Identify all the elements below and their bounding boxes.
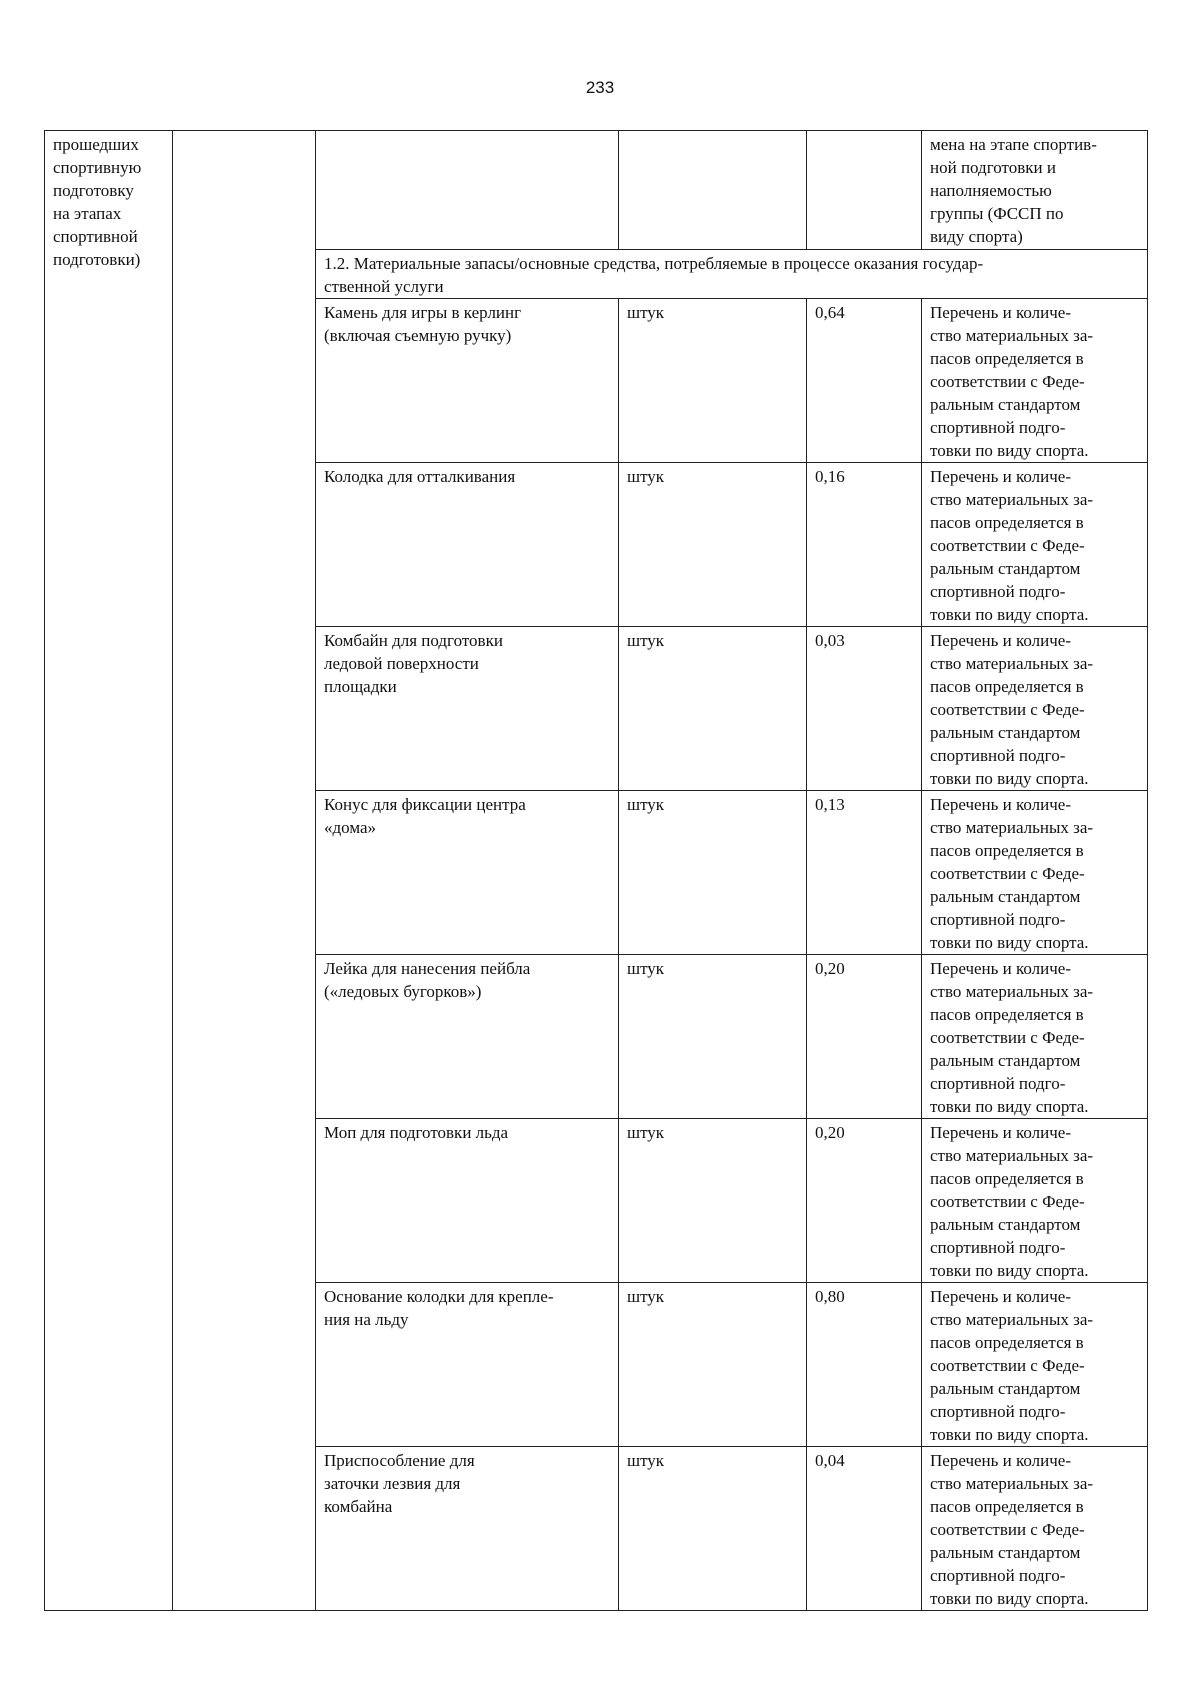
item-name-cell: Камень для игры в керлинг (включая съемную ручку) [316,299,619,463]
value-cell: 0,20 [807,1119,922,1283]
empty-column-cell [173,131,316,1611]
unit-cell: штук [619,791,807,955]
value-cell: 0,03 [807,627,922,791]
note-cell: Перечень и количе- ство материальных за- пасов определяется в соответствии с Феде- ральным стандартом спортивной подго- товки по виду спорта. [922,299,1148,463]
unit-cell: штук [619,1119,807,1283]
value-cell: 0,13 [807,791,922,955]
note-cell: Перечень и количе- ство материальных за- пасов определяется в соответствии с Феде- ральным стандартом спортивной подго- товки по виду спорта. [922,1119,1148,1283]
unit-cell: штук [619,1283,807,1447]
item-name-cell [316,131,619,250]
recipient-category-cell: прошедших спортивную подготовку на этапах спортивной подготовки) [45,131,173,1611]
note-cell: Перечень и количе- ство материальных за- пасов определяется в соответствии с Феде- ральным стандартом спортивной подго- товки по виду спорта. [922,955,1148,1119]
item-name-cell: Приспособление для заточки лезвия для комбайна [316,1447,619,1611]
item-name-cell: Колодка для отталкивания [316,463,619,627]
item-name-cell: Лейка для нанесения пейбла («ледовых бугорков») [316,955,619,1119]
value-cell: 0,16 [807,463,922,627]
unit-cell: штук [619,1447,807,1611]
services-table [44,130,1148,1611]
section-title: 1.2. Материальные запасы/основные средства, потребляемые в процессе оказания государ- ственной услуги [316,250,1148,299]
value-cell: 0,80 [807,1283,922,1447]
note-cell: Перечень и количе- ство материальных за- пасов определяется в соответствии с Феде- ральным стандартом спортивной подго- товки по виду спорта. [922,791,1148,955]
continuation-row [45,131,1148,250]
value-cell: 0,64 [807,299,922,463]
item-name-cell: Конус для фиксации центра «дома» [316,791,619,955]
page-number: 233 [585,78,615,97]
unit-cell: штук [619,627,807,791]
unit-cell [619,131,807,250]
unit-cell: штук [619,463,807,627]
note-cell: Перечень и количе- ство материальных за- пасов определяется в соответствии с Феде- ральным стандартом спортивной подго- товки по виду спорта. [922,1283,1148,1447]
note-cell: мена на этапе спортив- ной подготовки и наполняемостью группы (ФССП по виду спорта) [922,131,1148,250]
value-cell: 0,04 [807,1447,922,1611]
item-name-cell: Комбайн для подготовки ледовой поверхности площадки [316,627,619,791]
value-cell: 0,20 [807,955,922,1119]
note-cell: Перечень и количе- ство материальных за- пасов определяется в соответствии с Феде- ральным стандартом спортивной подго- товки по виду спорта. [922,1447,1148,1611]
note-cell: Перечень и количе- ство материальных за- пасов определяется в соответствии с Феде- ральным стандартом спортивной подго- товки по виду спорта. [922,463,1148,627]
item-name-cell: Моп для подготовки льда [316,1119,619,1283]
note-cell: Перечень и количе- ство материальных за- пасов определяется в соответствии с Феде- ральным стандартом спортивной подго- товки по виду спорта. [922,627,1148,791]
item-name-cell: Основание колодки для крепле- ния на льду [316,1283,619,1447]
unit-cell: штук [619,299,807,463]
value-cell [807,131,922,250]
unit-cell: штук [619,955,807,1119]
